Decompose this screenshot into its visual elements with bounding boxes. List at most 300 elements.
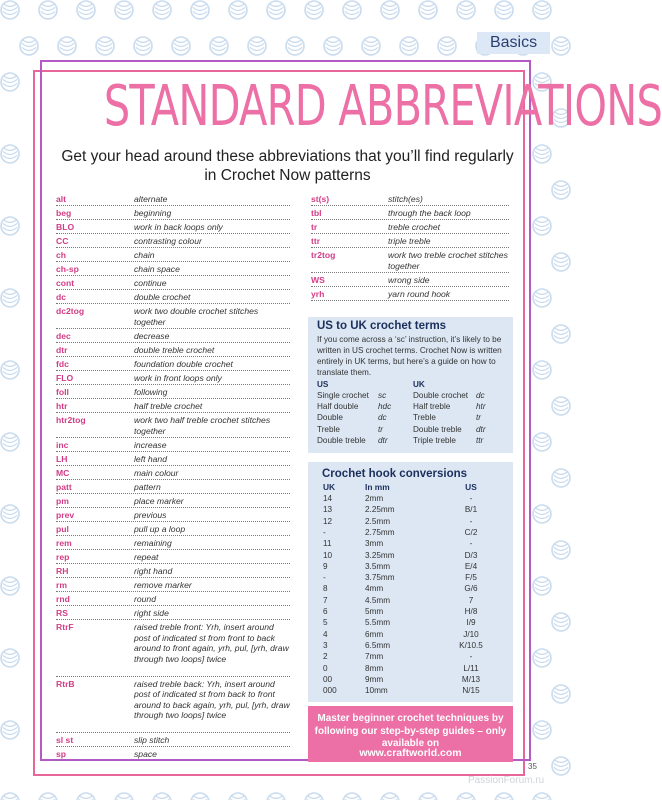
terms-uk-abbr: ttr — [476, 435, 484, 445]
yarn-ball-icon — [20, 37, 38, 55]
yarn-ball-icon — [533, 577, 551, 595]
hook-row — [323, 517, 503, 528]
abbreviation-term: rem — [56, 538, 72, 548]
abbreviation-meaning: wrong side — [388, 275, 430, 285]
yarn-ball-icon — [381, 1, 399, 19]
yarn-ball-icon — [1, 145, 19, 163]
abbreviation-meaning: work two half treble crochet stitches together — [134, 415, 271, 436]
abbreviations-list-right — [311, 192, 509, 301]
hook-us: - — [469, 516, 473, 526]
abbreviation-meaning: pattern — [134, 482, 161, 492]
abbreviation-row — [56, 192, 290, 206]
hook-row — [323, 551, 503, 562]
abbreviation-meaning: work two double crochet stitches together — [134, 306, 259, 327]
yarn-ball-icon — [39, 1, 57, 19]
yarn-ball-icon — [533, 649, 551, 667]
hook-mm: 6mm — [365, 629, 384, 639]
terms-uk: Double crochet — [413, 391, 469, 400]
abbreviation-meaning: treble crochet — [388, 222, 441, 232]
abbreviation-meaning: work two treble crochet stitches together — [388, 250, 508, 271]
us-uk-terms-panel — [308, 317, 513, 453]
terms-us: Treble — [317, 424, 340, 434]
abbreviation-term: LH — [56, 454, 68, 464]
abbreviation-term: BLO — [56, 222, 75, 232]
abbreviation-term: dc2tog — [56, 306, 85, 316]
abbreviation-term: beg — [56, 208, 72, 218]
hook-title: Crochet hook conversions — [322, 468, 468, 480]
abbreviation-row — [56, 677, 290, 734]
abbreviation-term: MC — [56, 468, 70, 478]
terms-uk: Half treble — [413, 402, 451, 412]
hook-conversions-panel — [308, 462, 513, 702]
yarn-ball-icon — [552, 541, 570, 559]
hook-row — [323, 675, 503, 686]
yarn-ball-icon — [552, 181, 570, 199]
yarn-ball-icon — [533, 361, 551, 379]
abbreviation-row — [56, 329, 290, 343]
abbreviation-meaning: raised treble back: Yrh, insert around post of indicated st from back to front around to back again, yrh, pul, [yrh, draw through two loops] twice — [134, 678, 290, 720]
hook-uk: - — [323, 573, 326, 583]
abbreviation-meaning: alternate — [134, 194, 168, 204]
yarn-ball-icon — [457, 1, 475, 19]
hook-mm: 2.75mm — [365, 527, 395, 537]
hook-us: D/3 — [464, 550, 478, 560]
abbreviation-row — [56, 592, 290, 606]
terms-intro: If you come across a ‘sc’ instruction, it’s likely to be written in US crochet terms. Crochet Now is written entirely in UK terms, but here’s a guide on how to translate them. — [317, 335, 502, 378]
abbreviation-meaning: remaining — [134, 538, 172, 548]
abbreviation-meaning: yarn round hook — [388, 289, 451, 299]
abbreviation-row — [56, 304, 290, 329]
yarn-ball-icon — [552, 757, 570, 775]
abbreviation-term: sl st — [56, 735, 74, 745]
yarn-ball-icon — [77, 1, 95, 19]
hook-mm: 3.75mm — [365, 573, 395, 583]
abbreviation-term: WS — [311, 275, 325, 285]
yarn-ball-icon — [1, 577, 19, 595]
abbreviation-term: rnd — [56, 594, 70, 604]
hook-us: - — [469, 539, 473, 549]
abbreviation-term: tr — [311, 222, 318, 232]
yarn-ball-icon — [210, 37, 228, 55]
hook-us: N/15 — [462, 686, 480, 696]
abbreviation-meaning: raised treble front: Yrh, insert around post of indicated st from front to back around to front again, yrh, pul, [yrh, draw through two loops] twice — [134, 622, 289, 664]
abbreviation-row — [56, 438, 290, 452]
hook-mm: 6.5mm — [365, 640, 391, 650]
hook-mm: 4mm — [365, 584, 384, 594]
hook-col-mm: In mm — [365, 482, 390, 492]
hook-mm: 2.5mm — [365, 516, 391, 526]
abbreviation-meaning: slip stitch — [134, 735, 170, 745]
yarn-ball-icon — [267, 793, 285, 800]
abbreviation-row — [56, 747, 290, 761]
yarn-ball-icon — [58, 37, 76, 55]
yarn-ball-icon — [1, 289, 19, 307]
hook-row — [323, 607, 503, 618]
hook-uk: 00 — [323, 674, 333, 684]
hook-row — [323, 539, 503, 550]
hook-mm: 8mm — [365, 663, 384, 673]
yarn-ball-icon — [552, 37, 570, 55]
yarn-ball-icon — [305, 793, 323, 800]
yarn-ball-icon — [39, 793, 57, 800]
yarn-ball-icon — [533, 721, 551, 739]
abbreviation-meaning: continue — [134, 278, 167, 288]
yarn-ball-icon — [1, 649, 19, 667]
terms-title: US to UK crochet terms — [317, 320, 447, 332]
yarn-ball-icon — [419, 793, 437, 800]
abbreviation-meaning: work in back loops only — [134, 222, 223, 232]
abbreviation-row — [56, 606, 290, 620]
abbreviation-row — [56, 733, 290, 747]
hook-uk: 7 — [323, 595, 328, 605]
hook-row — [323, 573, 503, 584]
hook-uk: 000 — [323, 686, 337, 696]
hook-us: C/2 — [464, 527, 478, 537]
hook-uk: 13 — [323, 505, 333, 515]
promo-link[interactable]: www.craftworld.com — [359, 747, 462, 759]
abbreviation-term: tbl — [311, 208, 322, 218]
hook-mm: 4.5mm — [365, 595, 391, 605]
abbreviation-meaning: remove marker — [134, 580, 192, 590]
abbreviation-meaning: triple treble — [388, 236, 431, 246]
hook-uk: 10 — [323, 550, 333, 560]
yarn-ball-icon — [1, 433, 19, 451]
yarn-ball-icon — [495, 1, 513, 19]
abbreviation-meaning: through the back loop — [388, 208, 471, 218]
abbreviation-meaning: repeat — [134, 552, 159, 562]
hook-uk: 8 — [323, 584, 328, 594]
abbreviation-term: rep — [56, 552, 70, 562]
watermark: PassionForum.ru — [468, 775, 545, 786]
yarn-ball-icon — [1, 73, 19, 91]
yarn-ball-icon — [552, 613, 570, 631]
yarn-ball-icon — [115, 793, 133, 800]
abbreviation-row — [56, 494, 290, 508]
hook-uk: 9 — [323, 561, 328, 571]
yarn-ball-icon — [1, 1, 19, 19]
abbreviation-row — [56, 234, 290, 248]
yarn-ball-icon — [533, 793, 551, 800]
yarn-ball-icon — [153, 793, 171, 800]
terms-row — [317, 402, 507, 413]
abbreviation-term: cont — [56, 278, 75, 288]
abbreviation-row — [56, 290, 290, 304]
terms-uk: Double treble — [413, 424, 462, 434]
abbreviation-meaning: left hand — [134, 454, 167, 464]
terms-header-uk: UK — [413, 380, 425, 389]
hook-us: M/13 — [461, 674, 481, 684]
abbreviation-meaning: previous — [134, 510, 167, 520]
hook-header — [323, 482, 503, 493]
abbreviation-meaning: chain space — [134, 264, 180, 274]
yarn-ball-icon — [305, 1, 323, 19]
yarn-ball-icon — [457, 793, 475, 800]
abbreviation-term: ch — [56, 250, 67, 260]
yarn-ball-icon — [495, 793, 513, 800]
terms-uk: Treble — [413, 413, 436, 423]
yarn-ball-icon — [552, 469, 570, 487]
abbreviation-meaning: right side — [134, 608, 169, 618]
yarn-ball-icon — [1, 361, 19, 379]
abbreviation-term: patt — [56, 482, 72, 492]
hook-us: F/5 — [465, 573, 477, 583]
yarn-ball-icon — [419, 1, 437, 19]
yarn-ball-icon — [381, 793, 399, 800]
hook-uk: 2 — [323, 652, 328, 662]
abbreviation-term: FLO — [56, 373, 74, 383]
abbreviation-row — [56, 508, 290, 522]
abbreviation-term: sp — [56, 749, 67, 759]
yarn-ball-icon — [533, 1, 551, 19]
terms-us: Double treble — [317, 435, 366, 445]
hook-mm: 2mm — [365, 494, 384, 503]
abbreviation-meaning: chain — [134, 250, 155, 260]
yarn-ball-icon — [115, 1, 133, 19]
yarn-ball-icon — [552, 325, 570, 343]
abbreviation-row — [56, 452, 290, 466]
abbreviation-row — [56, 413, 290, 438]
abbreviation-row — [56, 220, 290, 234]
yarn-ball-icon — [191, 1, 209, 19]
hook-us: I/9 — [466, 618, 476, 628]
yarn-ball-icon — [343, 793, 361, 800]
hook-uk: 3 — [323, 640, 328, 650]
hook-us: J/10 — [463, 629, 479, 639]
abbreviation-row — [56, 371, 290, 385]
hook-row — [323, 505, 503, 516]
abbreviation-meaning: main colour — [134, 468, 179, 478]
yarn-ball-icon — [533, 433, 551, 451]
promo-box — [308, 706, 513, 762]
abbreviation-meaning: round — [134, 594, 156, 604]
hook-row — [323, 562, 503, 573]
yarn-ball-icon — [286, 37, 304, 55]
hook-us: E/4 — [464, 561, 478, 571]
abbreviation-row — [56, 206, 290, 220]
hook-us: 7 — [468, 595, 474, 605]
yarn-ball-icon — [324, 37, 342, 55]
terms-uk-abbr: htr — [476, 402, 486, 412]
yarn-ball-icon — [1, 217, 19, 235]
terms-us-abbr: hdc — [378, 402, 392, 412]
hook-mm: 3.5mm — [365, 561, 391, 571]
hook-us: - — [469, 652, 473, 662]
abbreviation-row — [56, 480, 290, 494]
hook-us: B/1 — [464, 505, 478, 515]
abbreviation-row — [56, 564, 290, 578]
yarn-ball-icon — [552, 253, 570, 271]
terms-row — [317, 413, 507, 424]
yarn-ball-icon — [400, 37, 418, 55]
yarn-ball-icon — [96, 37, 114, 55]
page-subtitle: Get your head around these abbreviations that you’ll find regularly in Crochet Now patterns — [61, 148, 514, 184]
terms-row — [317, 391, 507, 402]
abbreviation-meaning: double treble crochet — [134, 345, 215, 355]
hook-uk: - — [323, 527, 326, 537]
abbreviation-term: inc — [56, 440, 69, 450]
abbreviation-meaning: right hand — [134, 566, 173, 576]
terms-uk-abbr: dtr — [476, 424, 486, 434]
hook-us: H/8 — [464, 607, 478, 616]
terms-uk-abbr: dc — [476, 391, 485, 400]
yarn-ball-icon — [248, 37, 266, 55]
abbreviation-meaning: work in front loops only — [134, 373, 222, 383]
abbreviation-term: fdc — [56, 359, 69, 369]
abbreviation-meaning: double crochet — [134, 292, 191, 302]
abbreviation-term: dec — [56, 331, 71, 341]
hook-mm: 9mm — [365, 674, 384, 684]
terms-header — [317, 380, 507, 391]
yarn-ball-icon — [552, 397, 570, 415]
abbreviation-row — [56, 620, 290, 677]
abbreviation-term: tr2tog — [311, 250, 336, 260]
abbreviation-row — [311, 273, 509, 287]
abbreviation-term: prev — [56, 510, 75, 520]
yarn-ball-icon — [552, 685, 570, 703]
abbreviation-meaning: stitch(es) — [388, 194, 423, 204]
abbreviation-term: ttr — [311, 236, 321, 246]
page-number: 35 — [528, 762, 537, 771]
abbreviation-term: foll — [56, 387, 69, 397]
yarn-ball-icon — [229, 793, 247, 800]
hook-row — [323, 641, 503, 652]
abbreviation-meaning: following — [134, 387, 168, 397]
terms-us-abbr: dc — [378, 413, 387, 423]
abbreviation-row — [56, 578, 290, 592]
yarn-ball-icon — [267, 1, 285, 19]
yarn-ball-icon — [134, 37, 152, 55]
terms-uk: Triple treble — [413, 435, 456, 445]
abbreviation-term: dtr — [56, 345, 68, 355]
yarn-ball-icon — [533, 217, 551, 235]
abbreviation-meaning: increase — [134, 440, 167, 450]
hook-row — [323, 618, 503, 629]
abbreviation-row — [56, 399, 290, 413]
terms-row — [317, 436, 507, 447]
abbreviation-meaning: half treble crochet — [134, 401, 203, 411]
hook-us: K/10.5 — [459, 640, 483, 650]
yarn-ball-icon — [77, 793, 95, 800]
abbreviation-term: htr2tog — [56, 415, 86, 425]
hook-us: G/6 — [464, 584, 478, 594]
abbreviation-term: RtrB — [56, 678, 75, 689]
abbreviations-list-left — [56, 192, 290, 761]
abbreviation-row — [56, 262, 290, 276]
hook-col-us: US — [465, 482, 477, 492]
abbreviation-meaning: space — [134, 749, 157, 759]
yarn-ball-icon — [533, 145, 551, 163]
abbreviation-term: alt — [56, 194, 67, 204]
terms-us: Half double — [317, 402, 359, 412]
hook-mm: 3mm — [365, 539, 384, 549]
yarn-ball-icon — [533, 505, 551, 523]
abbreviation-term: CC — [56, 236, 69, 246]
yarn-ball-icon — [229, 1, 247, 19]
yarn-ball-icon — [362, 37, 380, 55]
abbreviation-row — [311, 206, 509, 220]
yarn-ball-icon — [153, 1, 171, 19]
abbreviation-row — [56, 248, 290, 262]
terms-us: Double — [317, 413, 343, 423]
abbreviation-row — [56, 522, 290, 536]
hook-uk: 11 — [323, 539, 332, 549]
hook-us: - — [469, 494, 473, 503]
abbreviation-row — [56, 343, 290, 357]
abbreviation-meaning: pull up a loop — [134, 524, 186, 534]
terms-us: Single crochet — [317, 391, 369, 400]
hook-uk: 12 — [323, 516, 333, 526]
abbreviation-term: yrh — [311, 289, 325, 299]
terms-row — [317, 425, 507, 436]
yarn-ball-icon — [343, 1, 361, 19]
hook-mm: 3.25mm — [365, 550, 395, 560]
hook-row — [323, 584, 503, 595]
terms-uk-abbr: tr — [476, 413, 482, 423]
abbreviation-term: RH — [56, 566, 69, 576]
hook-uk: 4 — [323, 629, 328, 639]
abbreviation-term: pm — [56, 496, 69, 506]
abbreviation-row — [311, 287, 509, 301]
abbreviation-row — [311, 192, 509, 206]
abbreviation-row — [311, 248, 509, 273]
abbreviation-term: ch-sp — [56, 264, 79, 274]
promo-text: Master beginner crochet techniques by following our step-by-step guides – only available on — [314, 713, 507, 749]
abbreviation-meaning: beginning — [134, 208, 172, 218]
hook-mm: 2.25mm — [365, 505, 395, 515]
abbreviation-row — [56, 385, 290, 399]
hook-col-uk: UK — [323, 482, 336, 492]
abbreviation-term: dc — [56, 292, 67, 302]
abbreviation-meaning: foundation double crochet — [134, 359, 233, 369]
terms-us-abbr: sc — [378, 391, 387, 400]
hook-mm: 5.5mm — [365, 618, 391, 628]
hook-row — [323, 686, 503, 697]
abbreviation-row — [311, 234, 509, 248]
yarn-ball-icon — [1, 721, 19, 739]
yarn-ball-icon — [533, 289, 551, 307]
abbreviation-term: pul — [56, 524, 69, 534]
hook-row — [323, 596, 503, 607]
page-title: STANDARD ABBREVIATIONS — [103, 74, 662, 139]
hook-uk: 5 — [323, 618, 328, 628]
hook-row — [323, 494, 503, 505]
abbreviation-meaning: place marker — [134, 496, 184, 506]
hook-row — [323, 664, 503, 675]
abbreviation-row — [56, 276, 290, 290]
abbreviation-meaning: decrease — [134, 331, 170, 341]
abbreviation-row — [56, 550, 290, 564]
terms-us-abbr: tr — [378, 424, 384, 434]
section-tab: Basics — [477, 32, 550, 54]
abbreviation-term: htr — [56, 401, 68, 411]
abbreviation-term: RtrF — [56, 622, 74, 632]
yarn-ball-icon — [172, 37, 190, 55]
yarn-ball-icon — [1, 505, 19, 523]
yarn-ball-icon — [438, 37, 456, 55]
hook-row — [323, 630, 503, 641]
hook-mm: 5mm — [365, 607, 384, 616]
terms-us-abbr: dtr — [378, 435, 388, 445]
hook-mm: 7mm — [365, 652, 384, 662]
abbreviation-row — [56, 536, 290, 550]
terms-header-us: US — [317, 380, 329, 389]
hook-uk: 14 — [323, 494, 333, 503]
abbreviation-term: st(s) — [311, 194, 330, 204]
hook-row — [323, 652, 503, 663]
hook-uk: 6 — [323, 607, 328, 616]
abbreviation-row — [56, 357, 290, 371]
abbreviation-term: RS — [56, 608, 68, 618]
